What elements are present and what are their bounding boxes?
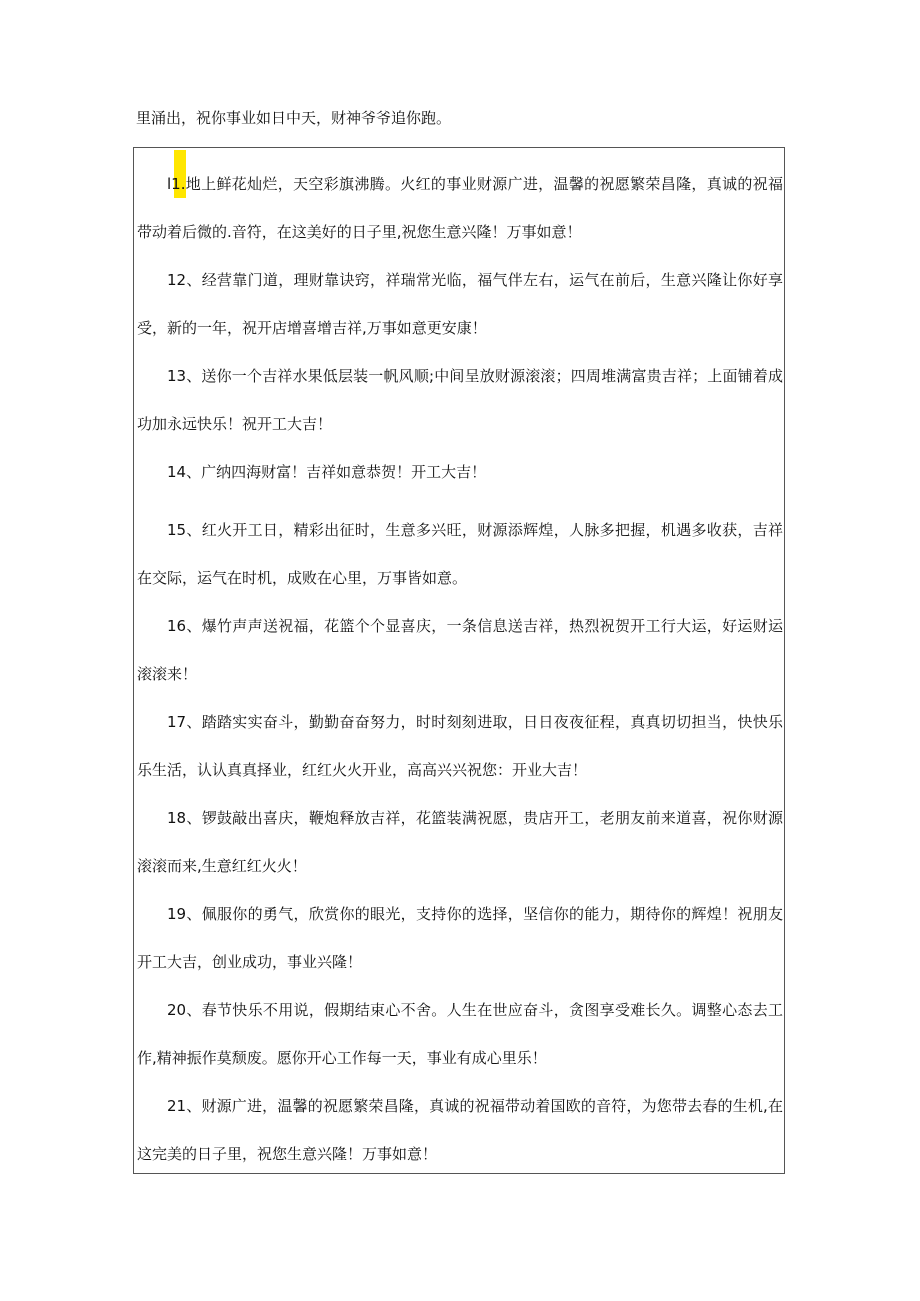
- paragraph-11: l1.地上鲜花灿烂，天空彩旗沸腾。火红的事业财源广进，温馨的祝愿繁荣昌隆，真诚的祝福带动着后微的.音符，在这美好的日子里,祝您生意兴隆！万事如意！: [137, 175, 783, 241]
- paragraph-17: 17、踏踏实实奋斗，勤勤奋奋努力，时时刻刻进取，日日夜夜征程，真真切切担当，快快乐乐生活，认认真真择业，红红火火开业，高高兴兴祝您：开业大吉！: [137, 713, 783, 779]
- intro-line: 里涌出，祝你事业如日中天，财神爷爷追你跑。: [136, 109, 452, 127]
- paragraph-15: 15、红火开工日，精彩出征时，生意多兴旺，财源添辉煌，人脉多把握，机遇多收获，吉祥在交际，运气在时机，成败在心里，万事皆如意。: [137, 521, 783, 587]
- paragraph-13: 13、送你一个吉祥水果低层装一帆风顺;中间呈放财源滚滚；四周堆满富贵吉祥；上面铺着成功加永远快乐！祝开工大吉！: [137, 367, 783, 433]
- paragraph-12: 12、经营靠门道，理财靠诀窍，祥瑞常光临，福气伴左右，运气在前后，生意兴隆让你好享受，新的一年，祝开店增喜增吉祥,万事如意更安康！: [137, 271, 783, 337]
- paragraph-18: 18、锣鼓敲出喜庆，鞭炮释放吉祥，花篮装满祝愿，贵店开工，老朋友前来道喜，祝你财源滚滚而来,生意红红火火！: [137, 809, 783, 875]
- paragraph-14: 14、广纳四海财富！吉祥如意恭贺！开工大吉！: [167, 463, 487, 481]
- content-box: [133, 147, 785, 1174]
- paragraph-16: 16、爆竹声声送祝福，花篮个个显喜庆，一条信息送吉祥，热烈祝贺开工行大运，好运财运滚滚来！: [137, 617, 783, 683]
- paragraph-21: 21、财源广进，温馨的祝愿繁荣昌隆，真诚的祝福带动着国欧的音符，为您带去春的生机,在这完美的日子里，祝您生意兴隆！万事如意！: [137, 1097, 783, 1163]
- paragraph-20: 20、春节快乐不用说，假期结束心不舍。人生在世应奋斗，贪图享受难长久。调整心态去工作,精神振作莫颓废。愿你开心工作每一天，事业有成心里乐！: [137, 1001, 783, 1067]
- paragraph-19: 19、佩服你的勇气，欣赏你的眼光，支持你的选择，坚信你的能力，期待你的辉煌！祝朋友开工大吉，创业成功，事业兴隆！: [137, 905, 783, 971]
